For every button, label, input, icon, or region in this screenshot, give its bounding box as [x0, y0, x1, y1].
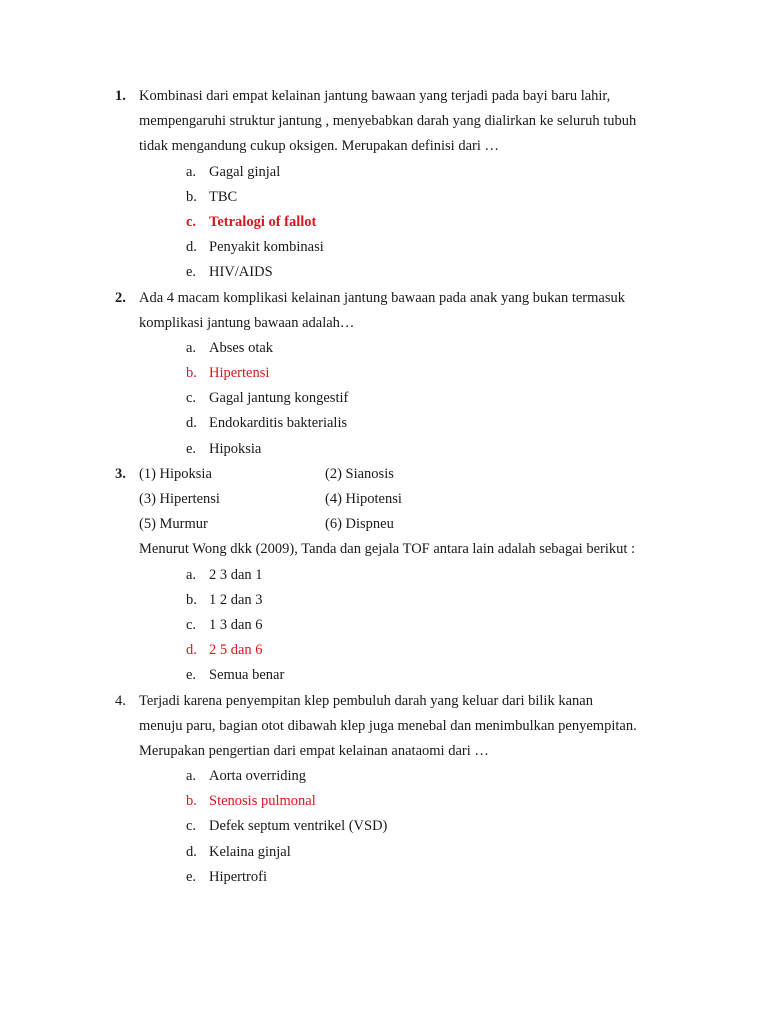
option-letter: e. [186, 440, 197, 457]
answer-choice [0, 613, 768, 638]
option-letter: e. [186, 264, 197, 281]
question-text: Merupakan pengertian dari empat kelainan anataomi dari … [139, 742, 489, 759]
option-letter: a. [186, 339, 197, 356]
option-letter: d. [186, 642, 197, 659]
statement-row [0, 512, 768, 537]
question-number: 4. [115, 692, 126, 709]
question-block [0, 286, 768, 462]
option-letter: c. [186, 818, 197, 835]
statement-row [0, 487, 768, 512]
question-text-line [0, 714, 768, 739]
answer-option [0, 638, 768, 663]
answer-choice [0, 386, 768, 411]
question-number: 2. [115, 289, 126, 306]
statement-left: (5) Murmur [139, 516, 208, 533]
option-text: Gagal ginjal [209, 163, 281, 180]
option-text: Defek septum ventrikel (VSD) [209, 818, 388, 835]
question-text: Terjadi karena penyempitan klep pembuluh darah yang keluar dari bilik kanan [139, 692, 593, 709]
option-text: HIV/AIDS [209, 264, 273, 281]
question-block [0, 84, 768, 286]
option-text: Tetralogi of fallot [209, 213, 317, 230]
answer-choice [0, 840, 768, 865]
option-letter: b. [186, 188, 197, 205]
option-text: 2 3 dan 1 [209, 566, 263, 583]
statement-right: (6) Dispneu [325, 516, 394, 533]
answer-option [0, 210, 768, 235]
question-number: 1. [115, 88, 126, 104]
quiz-document [0, 84, 768, 890]
answer-choice [0, 663, 768, 688]
question-text: komplikasi jantung bawaan adalah… [139, 314, 355, 331]
option-text: 1 3 dan 6 [209, 616, 263, 633]
option-letter: b. [186, 793, 197, 810]
question-text: tidak mengandung cukup oksigen. Merupakan definisi dari … [139, 138, 500, 155]
option-text: Stenosis pulmonal [209, 793, 316, 810]
question-number: 3. [115, 465, 126, 482]
answer-choice [0, 160, 768, 185]
option-letter: e. [186, 868, 197, 885]
question-text-line [0, 311, 768, 336]
question-text-line [0, 286, 768, 311]
question-text: Ada 4 macam komplikasi kelainan jantung bawaan pada anak yang bukan termasuk [139, 289, 625, 306]
answer-choice [0, 336, 768, 361]
option-letter: c. [186, 616, 197, 633]
question-text: mempengaruhi struktur jantung , menyebabkan darah yang dialirkan ke seluruh tubuh [139, 113, 637, 130]
answer-option [0, 361, 768, 386]
answer-choice [0, 865, 768, 890]
option-text: Hipoksia [209, 440, 262, 457]
answer-choice [0, 588, 768, 613]
option-letter: d. [186, 239, 197, 256]
option-text: 1 2 dan 3 [209, 591, 263, 608]
option-letter: a. [186, 768, 197, 785]
option-text: Abses otak [209, 339, 274, 356]
question-text-line [0, 109, 768, 134]
option-letter: e. [186, 667, 197, 684]
option-letter: d. [186, 843, 197, 860]
answer-choice [0, 764, 768, 789]
answer-choice [0, 411, 768, 436]
question-text-line [0, 84, 768, 109]
question-block [0, 689, 768, 891]
answer-choice [0, 814, 768, 839]
answer-choice [0, 260, 768, 285]
option-text: Endokarditis bakterialis [209, 415, 348, 432]
answer-choice [0, 235, 768, 260]
statement-left: (3) Hipertensi [139, 491, 220, 507]
option-text: Hipertrofi [209, 868, 267, 885]
statement-left: (1) Hipoksia [139, 465, 212, 482]
answer-choice [0, 185, 768, 210]
option-text: Aorta overriding [209, 768, 307, 785]
option-text: Kelaina ginjal [209, 843, 291, 860]
option-letter: b. [186, 591, 197, 608]
option-text: Penyakit kombinasi [209, 239, 324, 256]
option-letter: c. [186, 390, 197, 407]
answer-choice [0, 563, 768, 588]
question-text: Kombinasi dari empat kelainan jantung bawaan yang terjadi pada bayi baru lahir, [139, 88, 611, 104]
question-text: menuju paru, bagian otot dibawah klep juga menebal dan menimbulkan penyempitan. [139, 717, 637, 734]
question-text-line [0, 537, 768, 562]
question-text-line [0, 739, 768, 764]
question-text-line [0, 134, 768, 159]
option-letter: d. [186, 415, 197, 432]
option-text: Hipertensi [209, 365, 270, 382]
option-text: TBC [209, 188, 238, 205]
answer-option [0, 789, 768, 814]
option-text: Gagal jantung kongestif [209, 390, 349, 407]
statement-row [0, 462, 768, 487]
question-text: Menurut Wong dkk (2009), Tanda dan gejala TOF antara lain adalah sebagai berikut : [139, 541, 636, 558]
option-letter: a. [186, 566, 197, 583]
question-text-line [0, 689, 768, 714]
statement-right: (2) Sianosis [325, 465, 394, 482]
statement-right: (4) Hipotensi [325, 491, 402, 507]
answer-choice [0, 437, 768, 462]
option-text: 2 5 dan 6 [209, 642, 263, 659]
option-letter: c. [186, 213, 197, 230]
option-text: Semua benar [209, 667, 285, 684]
option-letter: b. [186, 365, 197, 382]
question-block [0, 462, 768, 689]
option-letter: a. [186, 163, 197, 180]
